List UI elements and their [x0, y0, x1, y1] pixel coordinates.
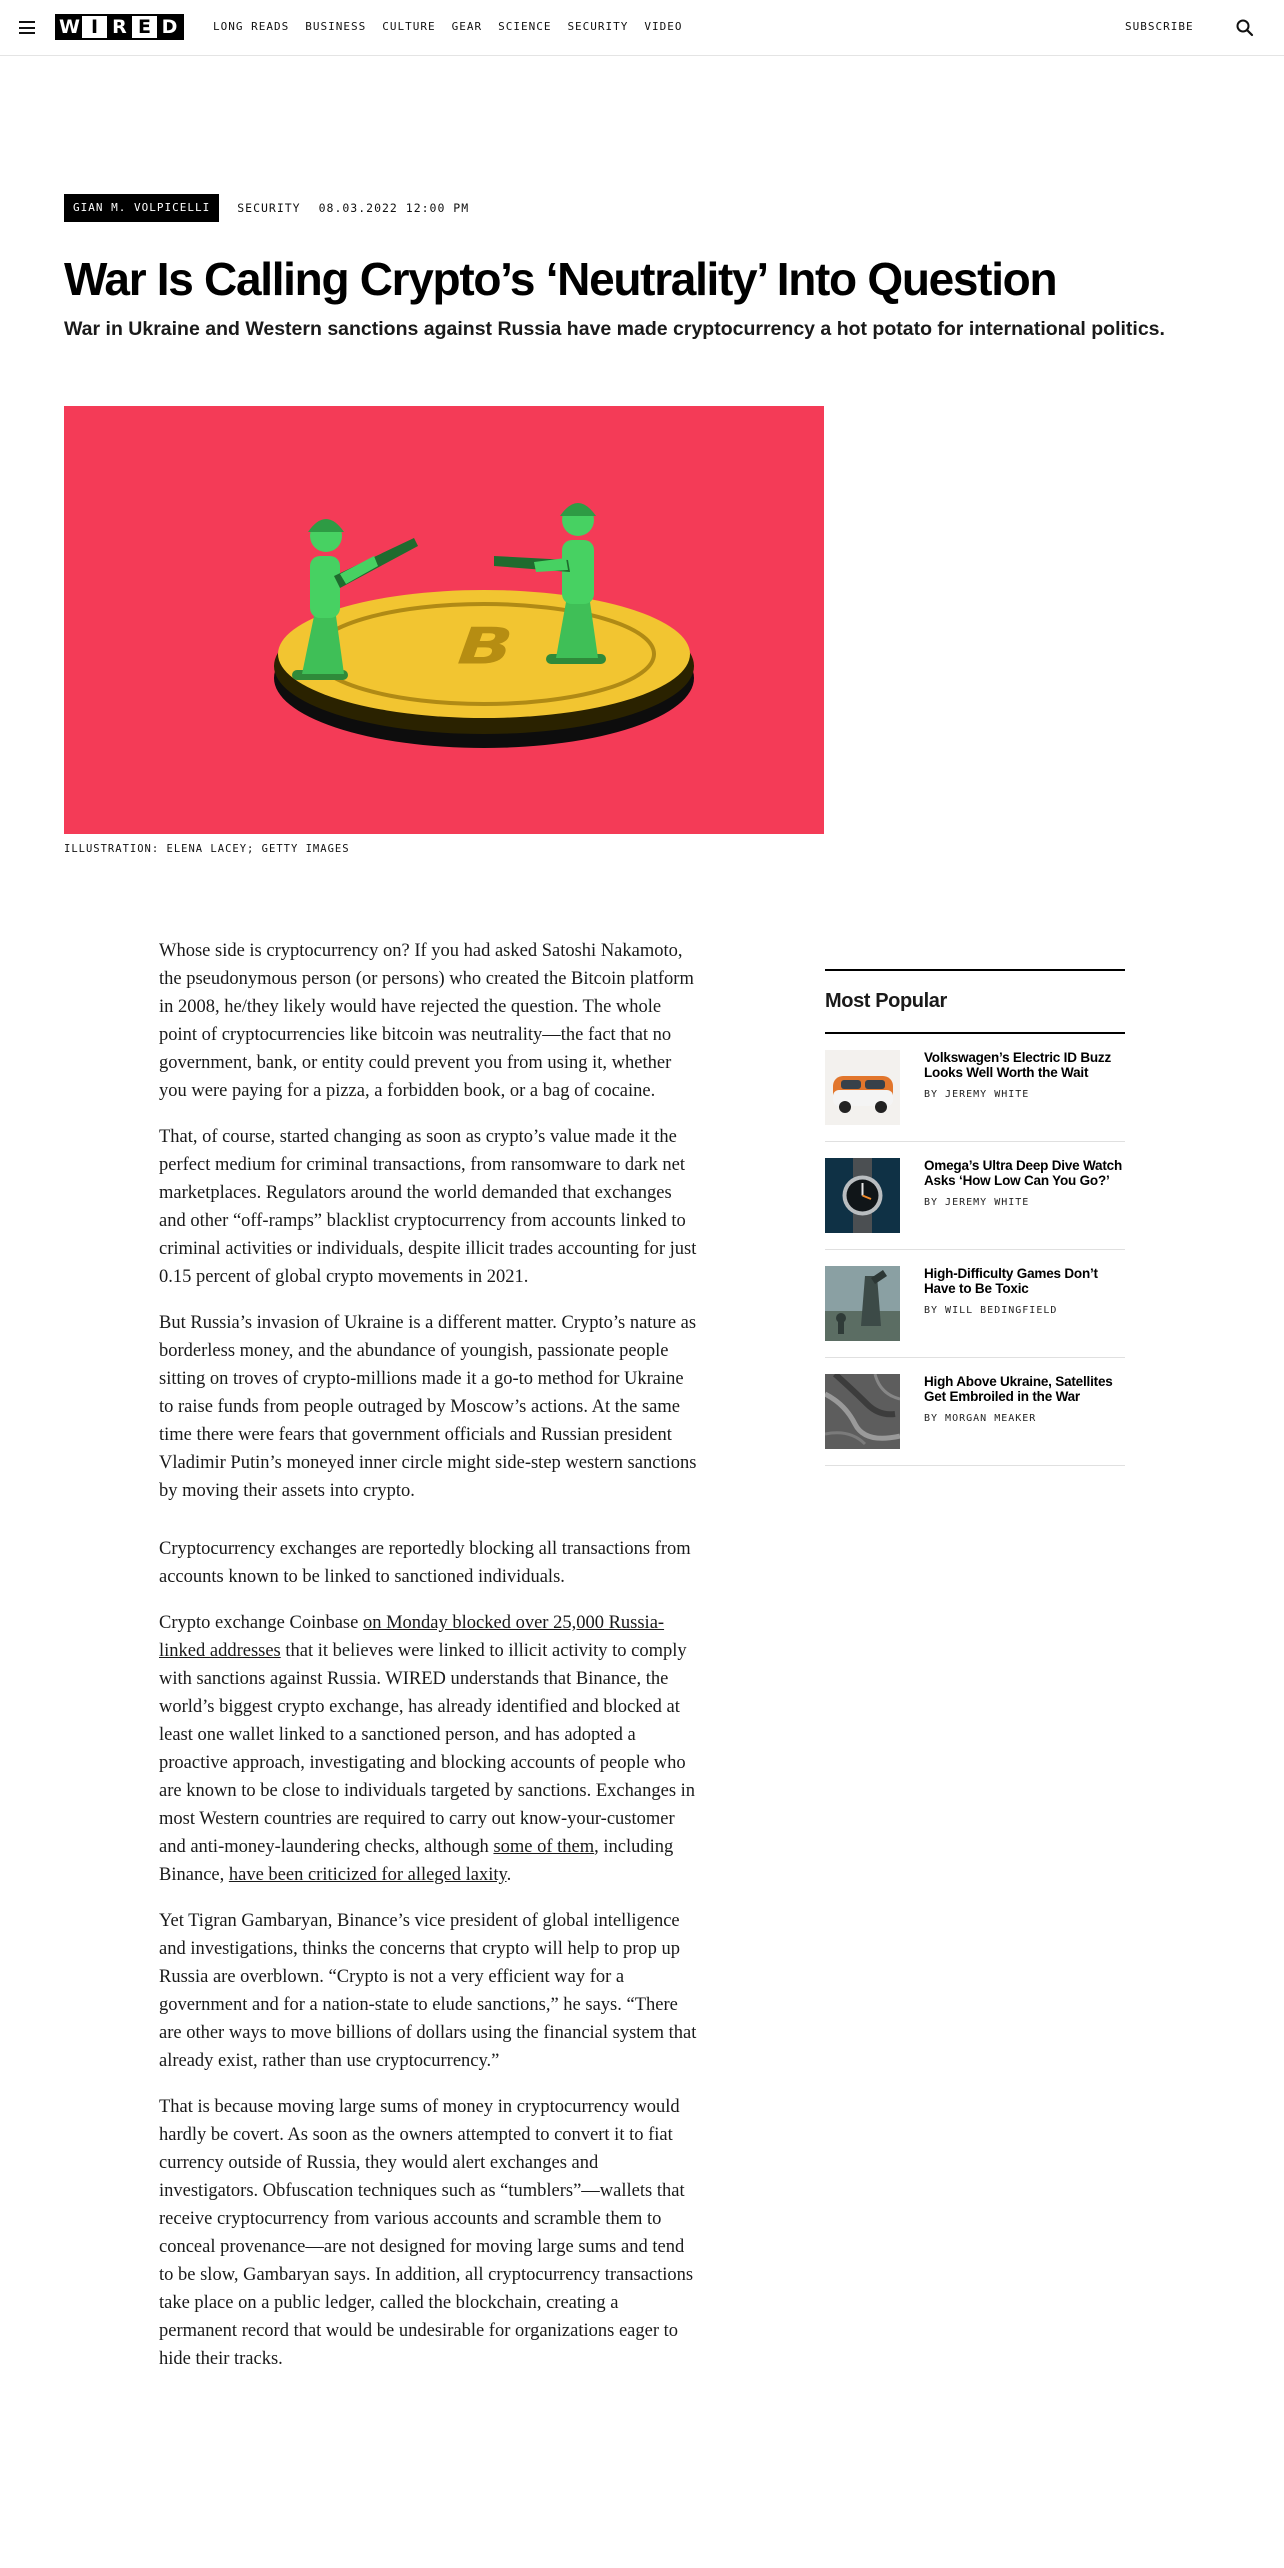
- criticized-laxity-link[interactable]: have been criticized for alleged laxity: [228, 1865, 507, 1885]
- most-popular-heading: Most Popular: [825, 971, 1125, 1034]
- body-paragraph: Cryptocurrency exchanges are reportedly blocking all transactions from accounts known to be linked to sanctioned individuals.: [159, 1539, 691, 1587]
- satellite-map-thumbnail: [825, 1374, 900, 1449]
- most-popular-sidebar: [825, 969, 1125, 1466]
- wired-logo[interactable]: [55, 14, 184, 40]
- svg-text:B: B: [447, 616, 524, 676]
- top-navigation: [0, 0, 1284, 56]
- article-body: [159, 937, 699, 2391]
- paragraph-text: , including Binance,: [159, 1837, 674, 1885]
- nav-link-gear[interactable]: GEAR: [451, 20, 483, 33]
- subscribe-link[interactable]: SUBSCRIBE: [1125, 20, 1194, 33]
- article-dek: War in Ukraine and Western sanctions against Russia have made cryptocurrency a hot potato for international politics.: [64, 318, 1165, 340]
- logo-letter: R: [107, 16, 132, 38]
- most-popular-item[interactable]: [825, 1358, 1125, 1466]
- popular-byline: BY MORGAN MEAKER: [924, 1413, 1037, 1424]
- watch-thumbnail: [825, 1158, 900, 1233]
- author-badge[interactable]: GIAN M. VOLPICELLI: [64, 194, 219, 222]
- paragraph-text: Crypto exchange Coinbase: [159, 1613, 363, 1633]
- logo-letter: I: [82, 16, 107, 38]
- coinbase-blocked-addresses-link[interactable]: on Monday blocked over 25,000 Russia-linked addresses: [159, 1613, 665, 1661]
- article-headline: War Is Calling Crypto’s ‘Neutrality’ Into Question: [64, 253, 1057, 305]
- image-caption: ILLUSTRATION: ELENA LACEY; GETTY IMAGES: [64, 843, 350, 855]
- paragraph-text: .: [506, 1865, 512, 1885]
- nav-link-long-reads[interactable]: LONG READS: [213, 20, 290, 33]
- body-paragraph: Yet Tigran Gambaryan, Binance’s vice president of global intelligence and investigations, thinks the concerns that crypto will help to prop up Russia are overblown. “Crypto is not a very efficient way for a government and for a nation-state to elude sanctions,” he says. “There are other ways to move billions of dollars using the financial system that already exist, rather than use cryptocurrency.”: [159, 1911, 697, 2071]
- body-paragraph: That is because moving large sums of money in cryptocurrency would hardly be covert. As soon as the owners attempted to convert it to fiat currency outside of Russia, they would alert exchanges and investigators. Obfuscation techniques such as “tumblers”—wallets that receive cryptocurrency from various accounts and scramble them to conceal provenance—are not designed for moving large sums and tend to be slow, Gambaryan says. In addition, all cryptocurrency transactions take place on a public ledger, called the blockchain, creating a permanent record that would be undesirable for organizations eager to hide their tracks.: [159, 2097, 694, 2369]
- popular-title: Omega’s Ultra Deep Dive Watch Asks ‘How Low Can You Go?’: [924, 1158, 1123, 1188]
- popular-byline: BY JEREMY WHITE: [924, 1197, 1030, 1208]
- hamburger-menu-icon[interactable]: [19, 21, 35, 34]
- nav-link-video[interactable]: VIDEO: [644, 20, 683, 33]
- van-thumbnail: [825, 1050, 900, 1125]
- logo-letter: E: [132, 16, 157, 38]
- body-paragraph: Whose side is cryptocurrency on? If you had asked Satoshi Nakamoto, the pseudonymous person (or persons) who created the Bitcoin platform in 2008, he/they likely would have rejected the question. The whole point of cryptocurrencies like bitcoin was neutrality—the fact that no government, bank, or entity could prevent you from using it, whether you were paying for a pizza, a forbidden book, or a bag of cocaine.: [159, 941, 694, 1101]
- body-paragraph: But Russia’s invasion of Ukraine is a different matter. Crypto’s nature as borderless money, and the abundance of youngish, passionate people sitting on troves of crypto-millions made it a go-to method for Ukraine to raise funds from people outraged by Moscow’s actions. At the same time there were fears that government officials and Russian president Vladimir Putin’s moneyed inner circle might side-step western sanctions by moving their assets into crypto.: [159, 1313, 697, 1501]
- logo-letter: W: [57, 16, 82, 38]
- popular-title: High Above Ukraine, Satellites Get Embroiled in the War: [924, 1374, 1113, 1404]
- most-popular-item[interactable]: [825, 1250, 1125, 1358]
- lead-illustration: [64, 406, 824, 834]
- popular-title: Volkswagen’s Electric ID Buzz Looks Well Worth the Wait: [924, 1050, 1112, 1080]
- publish-date: 08.03.2022 12:00 PM: [318, 201, 470, 215]
- nav-link-science[interactable]: SCIENCE: [498, 20, 552, 33]
- rubric-link[interactable]: SECURITY: [237, 201, 301, 215]
- body-paragraph: [159, 1609, 699, 1889]
- search-icon[interactable]: [1235, 18, 1255, 38]
- popular-byline: BY JEREMY WHITE: [924, 1089, 1030, 1100]
- most-popular-item[interactable]: [825, 1142, 1125, 1250]
- most-popular-item[interactable]: [825, 1034, 1125, 1142]
- logo-letter: D: [157, 16, 182, 38]
- section-links: [213, 20, 683, 33]
- nav-link-business[interactable]: BUSINESS: [305, 20, 367, 33]
- body-paragraph: That, of course, started changing as soon as crypto’s value made it the perfect medium for criminal transactions, from ransomware to dark net marketplaces. Regulators around the world demanded that exchanges and other “off-ramps” blacklist cryptocurrency from accounts linked to criminal activities or individuals, despite illicit trades accounting for just 0.15 percent of global crypto movements in 2021.: [159, 1127, 697, 1287]
- popular-title: High-Difficulty Games Don’t Have to Be Toxic: [924, 1266, 1098, 1296]
- game-thumbnail: [825, 1266, 900, 1341]
- some-of-them-link[interactable]: some of them: [493, 1837, 595, 1857]
- paragraph-text: that it believes were linked to illicit activity to comply with sanctions against Russia. WIRED understands that Binance, the world’s biggest crypto exchange, has already identified and blocked at least one wallet linked to a sanctioned person, and has adopted a proactive approach, investigating and blocking accounts of people who are known to be close to individuals targeted by sanctions. Exchanges in most Western countries are required to carry out know-your-customer and anti-money-laundering checks, although: [159, 1641, 696, 1857]
- article-meta: [64, 194, 469, 222]
- nav-link-security[interactable]: SECURITY: [567, 20, 629, 33]
- bitcoin-soldiers-illustration: [64, 406, 824, 834]
- popular-byline: BY WILL BEDINGFIELD: [924, 1305, 1058, 1316]
- nav-link-culture[interactable]: CULTURE: [382, 20, 436, 33]
